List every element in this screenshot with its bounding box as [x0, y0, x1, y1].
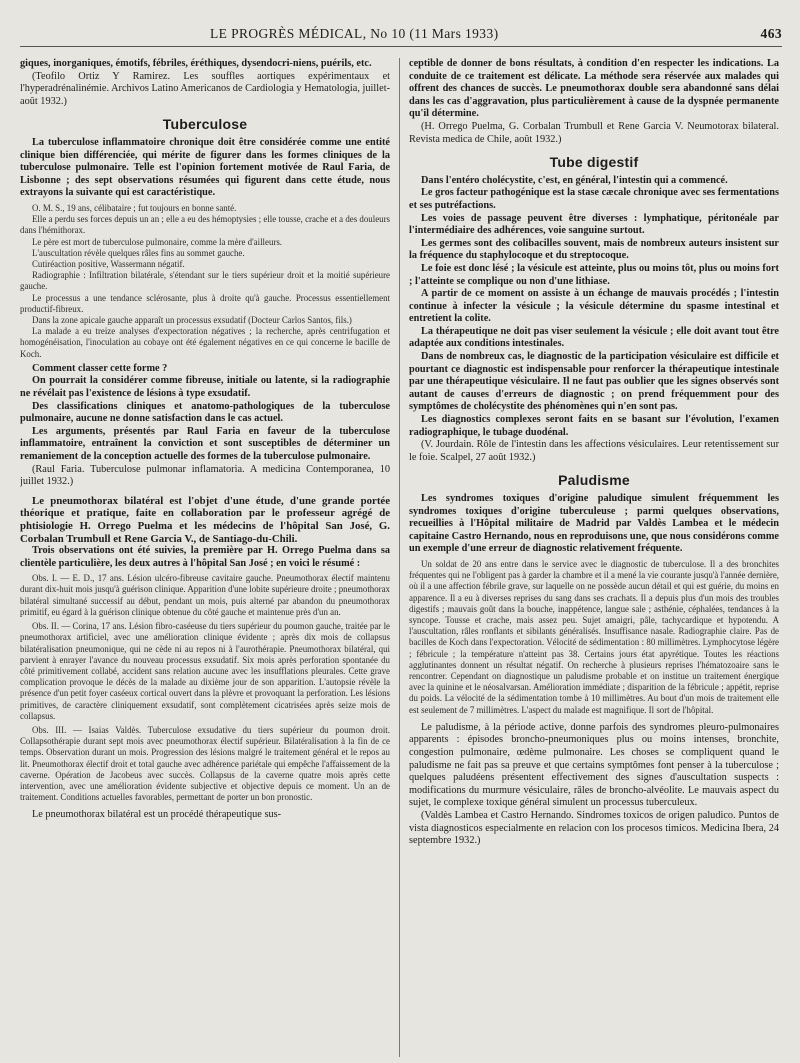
lead-paragraph: La tuberculose inflammatoire chronique doit être considérée comme une entité clinique bien différenciée, qui mérite de figurer dans les formes cliniques de la tuberculose pulmonaire. Telle est l'opinion fortement motivée de Raul Faria, de Lisbonne ; des sept observations résumées qui figurent dans cette étude, nous extrayons la suivante qui est caractéristique. — [20, 136, 390, 199]
paragraph: Dans de nombreux cas, le diagnostic de la participation vésiculaire est difficile et pourtant ce diagnostic est indispensable pour renforcer la thérapeutique intestinale par une thérapeutique vésiculaire. Il ne faut pas oublier que les signes observés sont autant de causes d'erreurs de diagnostic ; on prend fréquemment pour des symptômes de cholécystite des phénomènes qui n'en sont pas. — [409, 351, 779, 413]
case-line: Dans la zone apicale gauche apparaît un processus exsudatif (Docteur Carlos Santos, fils.) — [32, 314, 352, 325]
observations — [20, 573, 390, 803]
observation: Obs. II. — Corina, 17 ans. Lésion fibro-caséeuse du tiers supérieur du poumon gauche, traitée par le pneumothorax artificiel, avec une amélioration clinique évidente ; après dix mois de collapsus bilatéralisation pneumonique, qui ne cède ni au repos ni à l'aurothérapie. Pneumothorax bilatéral, qui parvient à enrayer l'avance du nouveau processus exsudatif. Six mois après perforation spontanée du côté primitivement collabé, accident sans relation aucune avec les insufflations pleurales. Cette grave complication provoque le décès de la malade au dixième jour de son apparition. L'autopsie révèle la présence d'un petit foyer caséeux cortical ouvert dans la plèvre et provoquant la perforation. Les lésions primitives, de caractère cliniquement exsudatif, sont complètement cicatrisées après seize mois de collapsus. — [20, 621, 390, 721]
reference: (H. Orrego Puelma, G. Corbalan Trumbull et Rene Garcia V. Neumotorax bilateral. Revista medica de Chile, août 1932.) — [409, 120, 779, 145]
paragraph: Des classifications cliniques et anatomo-pathologiques de la tuberculose pulmonaire, aucune ne donne satisfaction dans le cas actuel. — [20, 400, 390, 425]
paragraph: Les germes sont des colibacilles souvent, mais de nombreux auteurs insistent sur la fréquence du staphylocoque et du streptocoque. — [409, 237, 779, 262]
paragraph: Les diagnostics complexes seront faits en se basant sur l'évolution, l'examen radiographique, le tubage duodénal. — [409, 414, 779, 438]
reference: (V. Jourdain. Rôle de l'intestin dans les affections vésiculaires. Leur retentissement sur le foie. Scalpel, 27 août 1932.) — [409, 439, 779, 463]
paragraph: giques, inorganiques, émotifs, fébriles, éréthiques, dysendocri-niens, puérils, etc. — [20, 58, 372, 69]
observation: Obs. III. — Isaias Valdès. Tuberculose exsudative du tiers supérieur du poumon droit. Collapsothérapie durant sept mois avec pneumothorax électif supérieur. Bilatéralisation à la fin de ce temps. Observation durant un mois. Progression des lésions malgré le traitement général et le repos au lit. Pneumothorax électif droit et total gauche avec adhérence pariétale qui empêche l'affaissement de la caverne. Opération de Jacobeus avec succès. Collapsus de la caverne quatre mois après cette intervention, avec une amélioration évidente subjective et objective depuis ce moment. Un an de traitement. Conditions actuelles favorables, permettant de porter un bon pronostic. — [20, 724, 390, 803]
case-line: Radiographie : Infiltration bilatérale, s'étendant sur le tiers supérieur droit et la moitié supérieure gauche. — [20, 270, 390, 292]
paragraph: Le gros facteur pathogénique est la stase cæcale chronique avec ses fermentations et ses putréfactions. — [409, 187, 779, 211]
case-line: Le processus a une tendance sclérosante, plus à droite qu'à gauche. Processus essentiellement productif-fibreux. — [20, 292, 390, 314]
paragraph: Les voies de passage peuvent être diverses : lymphatique, péritonéale par l'intermédiaire des adhérences, voie sanguine surtout. — [409, 212, 779, 237]
columns — [20, 58, 782, 1057]
case-line: Le père est mort de tuberculose pulmonaire, comme la mère d'ailleurs. — [32, 236, 283, 247]
paragraph: La thérapeutique ne doit pas viser seulement la vésicule ; elle doit avant tout être adaptée aux conditions intestinales. — [409, 325, 779, 350]
case-line: Cutiréaction positive, Wassermann négatif. — [32, 258, 185, 269]
case-report — [409, 559, 779, 716]
case-text: Un soldat de 20 ans entre dans le service avec le diagnostic de tuberculose. Il a des bronchites fréquentes qui ne l'obligent pas à garder la chambre et il a mené la vie courante jusqu'à l'année dernière, où il a une affection fébrile grave, sur laquelle on ne possède aucun détail et qui est guérie, du moins en apparence. Il a eu à diverses reprises du sang dans ses crachats. Il a depuis plus d'un mois des troubles digestifs ; mauvais goût dans la bouche, inappétence, langue sale ; asthénie, céphalées, tendances à la syncope. Tousse et crache, mais assez peu. Sujet amaigri, pâle, tachycardique et hypotendu. A l'auscultation, râles ronflants et sibilants généralisés. Insuffisance nasale. Radiographie claire. Pas de bacilles de Koch dans l'expectoration. Vélocité de sédimentation : 80 millimètres. Lymphocytose légère ; fébricule ; la température n'atteint pas 38. Certains jours état apyrétique. Toutes les réactions agglutinantes donnent un résultat négatif. On recherche à plusieurs reprises l'hématozoaire sans le rencontrer. Cependant on diagnostique un paludisme probable et on institue un traitement énergique avec la quinine et le néosalvarsan. Amélioration immédiate ; disparition de la fébricule ; appétit, reprise du poids. La vélocité de la sédimentation tombe à 10 millimètres. Au bout d'un mois de traitement elle est seulement de 7 millimètres. L'aspect du malade est magnifique. Il sort de l'hôpital. — [409, 558, 779, 715]
paragraph: Trois observations ont été suivies, la première par H. Orrego Puelma dans sa clientèle particulière, les deux autres à l'hôpital San José ; en voici le résumé : — [20, 545, 390, 569]
section-title-paludisme: Paludisme — [558, 472, 630, 489]
lead-paragraph: Les syndromes toxiques d'origine paludique simulent fréquemment les syndromes toxiques d'origine tuberculeuse ; parmi quelques observations, recueillies à l'Hôpital militaire de Madrid par Valdès Lambea et le médecin capitaine Castro Hernando, nous en reproduisons une, que nous considérons comme un exemple d'une erreur de diagnostic relativement fréquente. — [409, 493, 779, 555]
paragraph: Comment classer cette forme ? — [32, 362, 168, 374]
case-line: La malade a eu treize analyses d'expectoration négatives ; la recherche, après centrifugation et homogénéisation, l'inoculation au cobaye ont été également négatives en ce qui concerne le bacille de Koch. — [20, 326, 390, 359]
section-title-tube-digestif: Tube digestif — [549, 154, 639, 171]
page-number: 463 — [760, 26, 782, 41]
paragraph: A partir de ce moment on assiste à un échange de mauvais procédés ; l'intestin continue à infecter la vésicule ; la vésicule détermine du spasme intestinal et entretient la colite. — [409, 288, 779, 325]
case-report — [20, 203, 390, 360]
reference: (Raul Faria. Tuberculose pulmonar inflamatoria. A medicina Contemporanea, 10 juillet 1932.) — [20, 463, 390, 488]
case-line: O. M. S., 19 ans, célibataire ; fut toujours en bonne santé. — [32, 202, 237, 213]
paragraph: ceptible de donner de bons résultats, à condition d'en respecter les indications. La conduite de ce traitement est délicate. La méthode sera réservée aux malades qui offrent des chances de succès. Le pneumothorax double sera abandonné sans délai dans les cas d'aggravation, plus particulièrement à cause de la dyspnée permanente qu'il détermine. — [409, 58, 779, 120]
journal-title: LE PROGRÈS MÉDICAL, No 10 (11 Mars 1933) — [210, 26, 499, 41]
paragraph: Le paludisme, à la période active, donne parfois des syndromes pleuro-pulmonaires apparents : épisodes broncho-pneumoniques plus ou moins intenses, bronchite, congestion pulmonaire, œdème pulmonaire. Les choses se compliquent quand le paludisme ne fait pas sa preuve et que certains symptômes font penser à la tuberculose ; quelques paludéens présentent effectivement des signes d'auscultation suspects : modifications du murmure vésiculaire, râles de broncho-alvéolite. Le mauvais aspect du sujet, le complexe toxique général simulent un processus tuberculeux. — [409, 721, 779, 809]
paragraph: On pourrait la considérer comme fibreuse, initiale ou latente, si la radiographie ne révélait pas l'existence de lésions à type exsudatif. — [20, 375, 390, 399]
section-title-tuberculose: Tuberculose — [162, 116, 248, 133]
case-line: Elle a perdu ses forces depuis un an ; elle a eu des hémoptysies ; elle tousse, crache et a des douleurs dans l'hémithorax. — [20, 214, 390, 236]
paragraph: Le pneumothorax bilatéral est un procédé thérapeutique sus- — [32, 809, 282, 821]
paragraph: Les arguments, présentés par Raul Faria en faveur de la tuberculose inflammatoire, entraînent la conviction et sont susceptibles de déterminer un remaniement de la conception actuelle des formes de la tuberculose pulmonaire. — [20, 425, 390, 462]
paragraph: Le foie est donc lésé ; la vésicule est atteinte, plus ou moins tôt, plus ou moins fort ; l'atteinte se complique ou non d'une lithiase. — [409, 262, 779, 287]
reference: (Teofilo Ortiz Y Ramirez. Les souffles aortiques expérimentaux et l'hyperadrénalinémie. Archivos Latino Americanos de Cardiologia y Hematologia, juillet-août 1932.) — [20, 70, 390, 107]
lead-paragraph: Dans l'entéro cholécystite, c'est, en général, l'intestin qui a commencé. — [421, 174, 728, 186]
case-line: L'auscultation révèle quelques râles fins au sommet gauche. — [32, 247, 245, 258]
running-head — [20, 26, 782, 47]
left-column — [20, 58, 399, 1057]
right-column — [399, 58, 779, 1057]
reference: (Valdès Lambea et Castro Hernando. Sindromes toxicos de origen paludico. Puntos de vista diagnosticos especialmente en relacion con los procesos timicos. Medicina Ibera, 24 septembre 1932.) — [409, 809, 779, 847]
observation: Obs. I. — E. D., 17 ans. Lésion ulcéro-fibreuse cavitaire gauche. Pneumothorax électif maintenu durant dix-huit mois jusqu'à guérison clinique. Apparition d'une lobite supérieure droite ; pneumothorax bilatéral simultané successif au début, pendant un mois, puis alterné par abandon du pneumothorax primitif, eu égard à la guérison clinique obtenue du côté gauche et maintenue près d'un an. — [20, 573, 390, 617]
lead-paragraph: Le pneumothorax bilatéral est l'objet d'une étude, d'une grande portée théorique et pratique, faite en collaboration par le professeur agrégé de phtisiologie H. Orrego Puelma et les médecins de l'hôpital San José, G. Corbalan Trumbull et Rene Garcia V., de Santiago-du-Chili. — [20, 494, 390, 545]
